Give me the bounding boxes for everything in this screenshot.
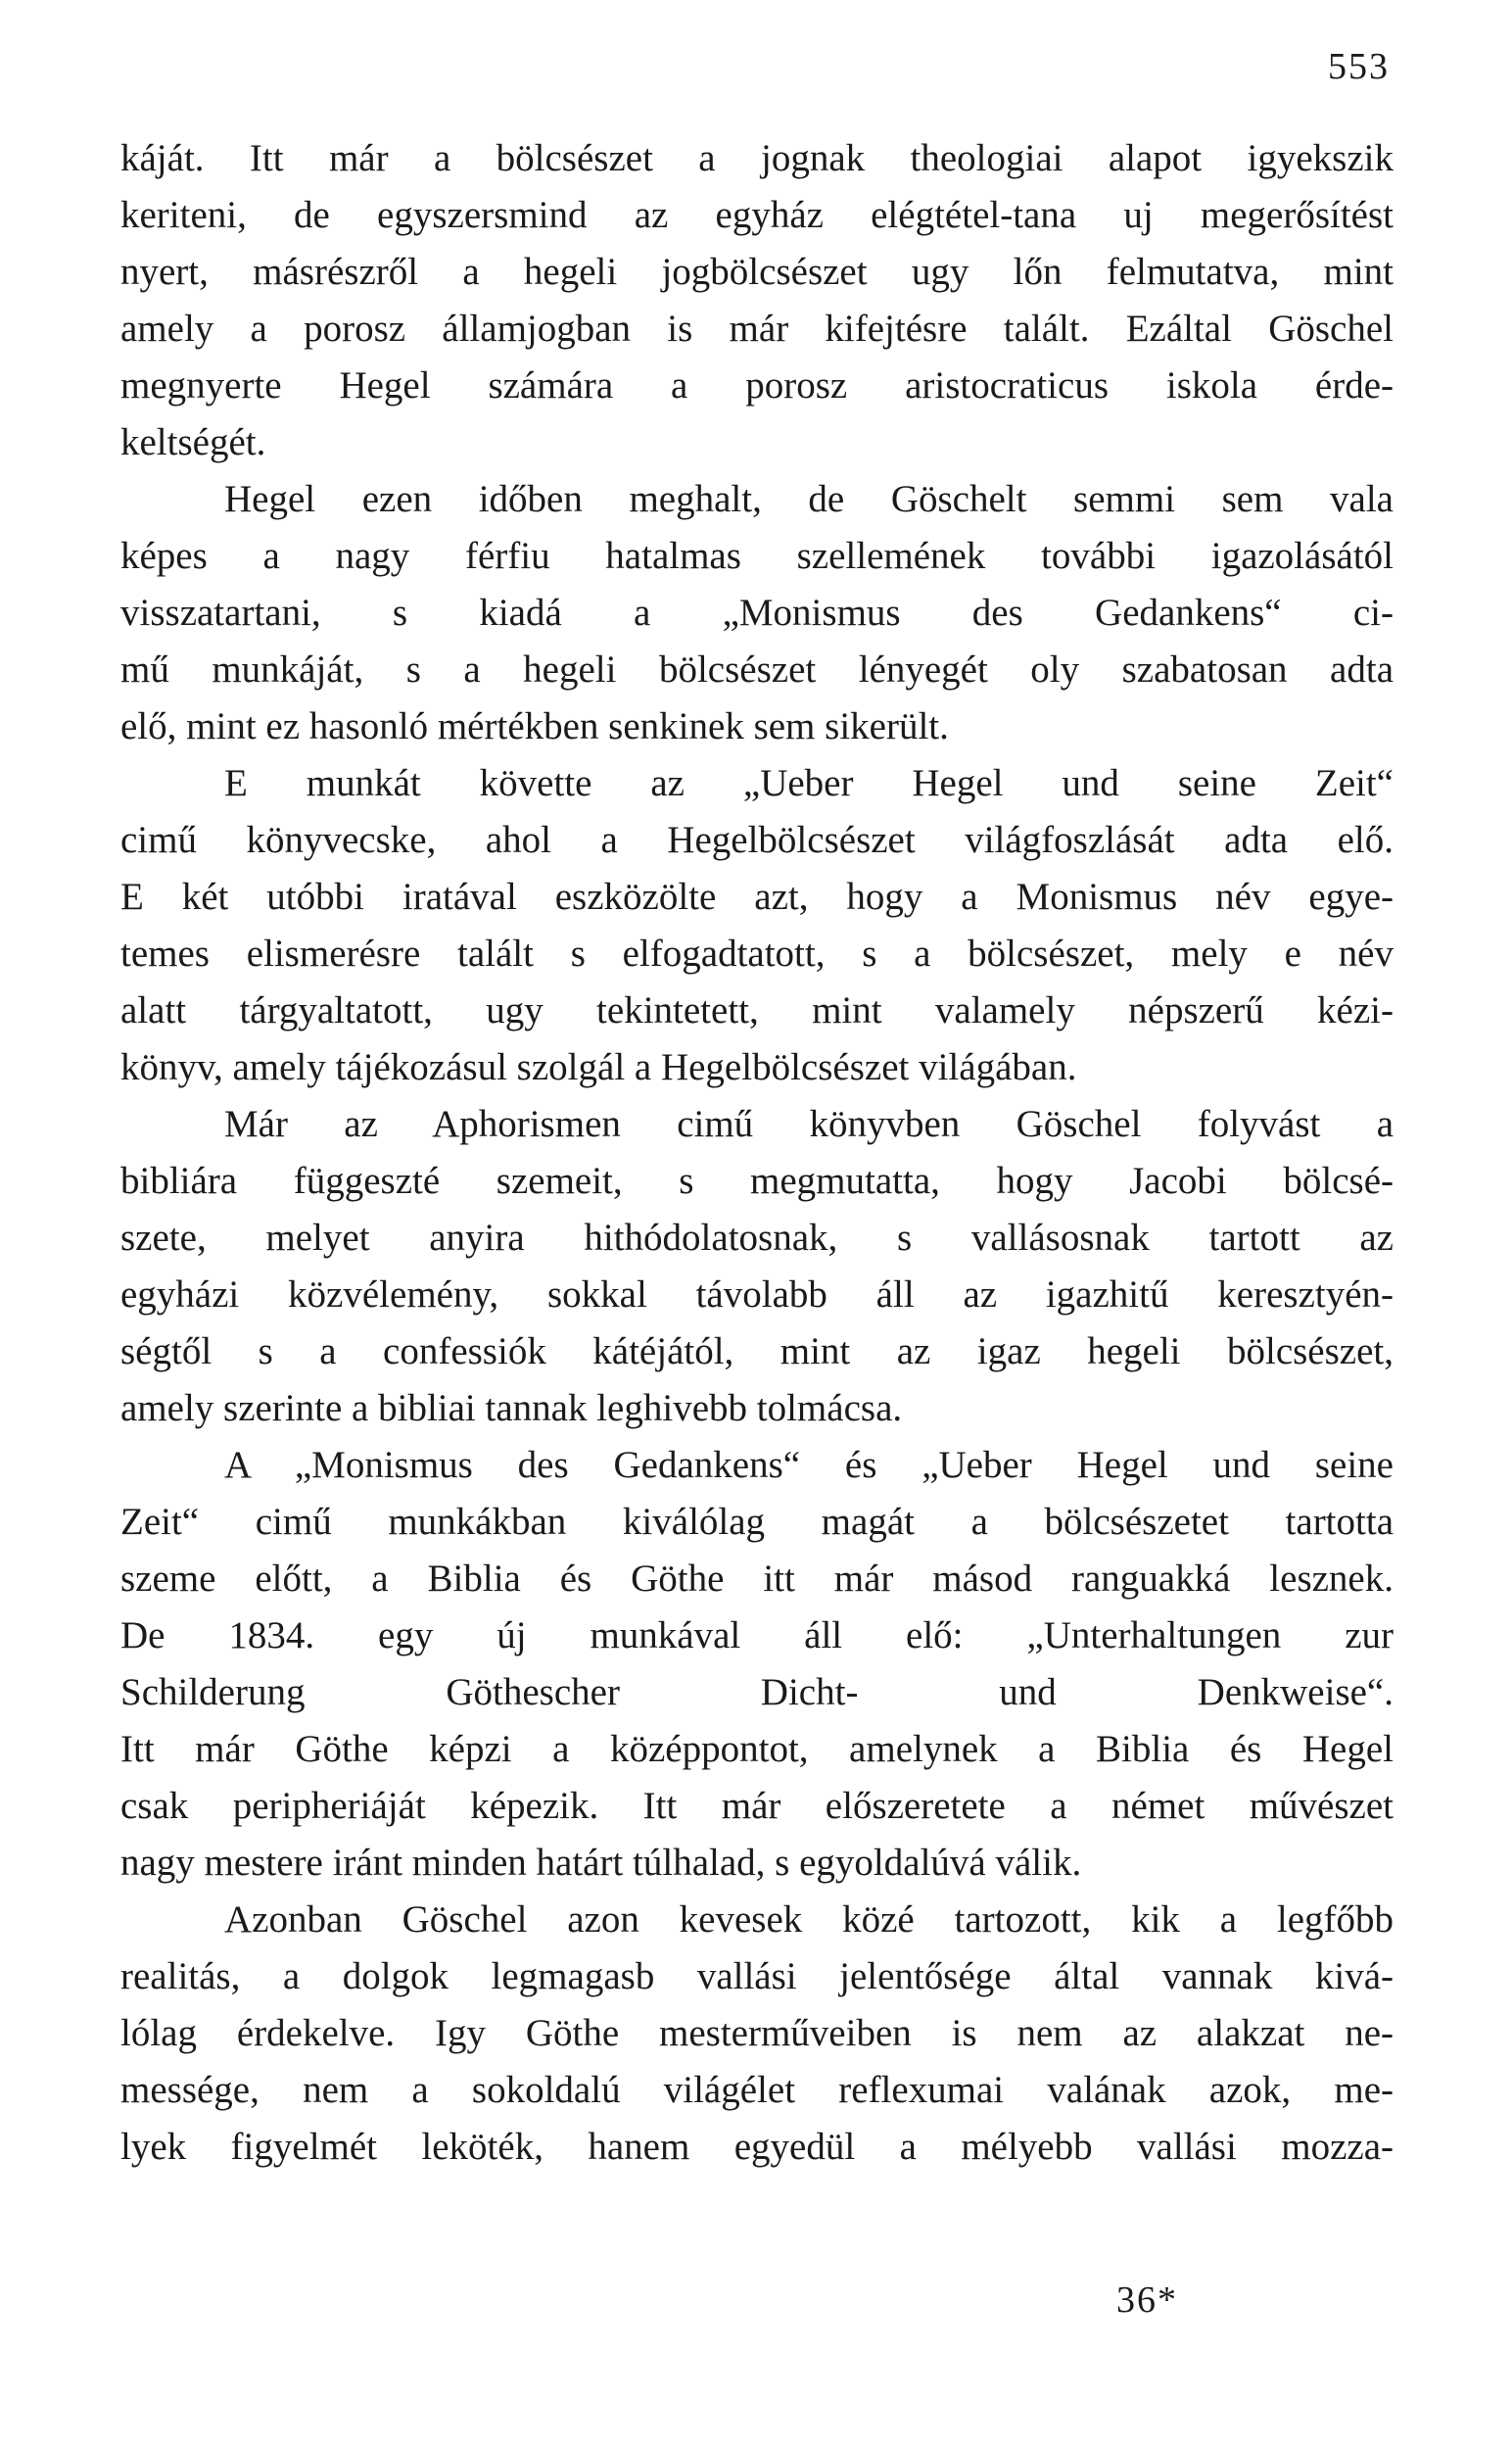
text-line: amely szerinte a bibliai tannak leghivebb tolmácsa. [120,1387,903,1429]
text-line: mű munkáját, s a hegeli bölcsészet lényegét oly szabatosan adta [120,648,1394,691]
paragraph-first-line: A „Monismus des Gedankens“ és „Ueber Hegel und seine [224,1444,1394,1486]
text-line: káját. Itt már a bölcsészet a jognak theologiai alapot igyekszik [120,137,1394,179]
text-line: szeme előtt, a Biblia és Göthe itt már másod ranguakká lesznek. [120,1558,1394,1600]
text-line: egyházi közvélemény, sokkal távolabb áll az igazhitű keresztyén- [120,1273,1394,1316]
text-line: Zeit“ cimű munkákban kiválólag magát a bölcsészetet tartotta [120,1501,1394,1543]
paragraph-first-line: Már az Aphorismen cimű könyvben Göschel folyvást a [224,1103,1394,1145]
text-line: csak peripheriáját képezik. Itt már előszeretete a német művészet [120,1785,1394,1827]
text-line: ségtől s a confessiók kátéjától, mint az igaz hegeli bölcsészet, [120,1330,1394,1372]
text-line: messége, nem a sokoldalú világélet reflexumai valának azok, me- [120,2069,1394,2111]
page-number: 553 [1328,46,1390,87]
text-line: cimű könyvecske, ahol a Hegelbölcsészet világfoszlását adta elő. [120,819,1394,861]
text-line: Itt már Göthe képzi a középpontot, amelynek a Biblia és Hegel [120,1728,1394,1770]
text-line: Schilderung Göthescher Dicht- und Denkweise“. [120,1671,1394,1713]
text-line: könyv, amely tájékozásul szolgál a Hegelbölcsészet világában. [120,1046,1077,1088]
text-line: lyek figyelmét leköték, hanem egyedül a mélyebb vallási mozza- [120,2126,1394,2168]
text-line: E két utóbbi iratával eszközölte azt, hogy a Monismus név egye- [120,876,1394,918]
text-line: bibliára függeszté szemeit, s megmutatta, hogy Jacobi bölcsé- [120,1160,1394,1202]
text-line: keriteni, de egyszersmind az egyház elégtétel-tana uj megerősítést [120,194,1394,236]
text-line: alatt tárgyaltatott, ugy tekintetett, mint valamely népszerű kézi- [120,989,1394,1031]
text-line: temes elismerésre talált s elfogadtatott, s a bölcsészet, mely e név [120,933,1394,975]
text-line: képes a nagy férfiu hatalmas szellemének további igazolásától [120,535,1394,577]
paragraph-first-line: Azonban Göschel azon kevesek közé tartozott, kik a legfőbb [224,1898,1394,1941]
signature-mark: 36* [1116,2279,1178,2321]
text-line: elő, mint ez hasonló mértékben senkinek sem sikerült. [120,705,949,747]
text-line: szete, melyet anyira hithódolatosnak, s vallásosnak tartott az [120,1217,1394,1259]
paragraph-first-line: Hegel ezen időben meghalt, de Göschelt semmi sem vala [224,478,1394,520]
paragraph-first-line: E munkát követte az „Ueber Hegel und seine Zeit“ [224,762,1394,804]
text-line: nyert, másrészről a hegeli jogbölcsészet ugy lőn felmutatva, mint [120,251,1394,293]
body-text [120,130,1394,2176]
text-line: nagy mestere iránt minden határt túlhalad, s egyoldalúvá válik. [120,1842,1082,1884]
text-line: De 1834. egy új munkával áll elő: „Unterhaltungen zur [120,1614,1394,1656]
text-line: keltségét. [120,421,266,463]
text-line: megnyerte Hegel számára a porosz aristocraticus iskola érde- [120,364,1394,407]
text-line: lólag érdekelve. Igy Göthe mesterműveiben is nem az alakzat ne- [120,2012,1394,2054]
text-line: realitás, a dolgok legmagasb vallási jelentősége által vannak kivá- [120,1955,1394,1997]
text-line: amely a porosz államjogban is már kifejtésre talált. Ezáltal Göschel [120,308,1394,350]
text-line: visszatartani, s kiadá a „Monismus des Gedankens“ ci- [120,592,1394,634]
